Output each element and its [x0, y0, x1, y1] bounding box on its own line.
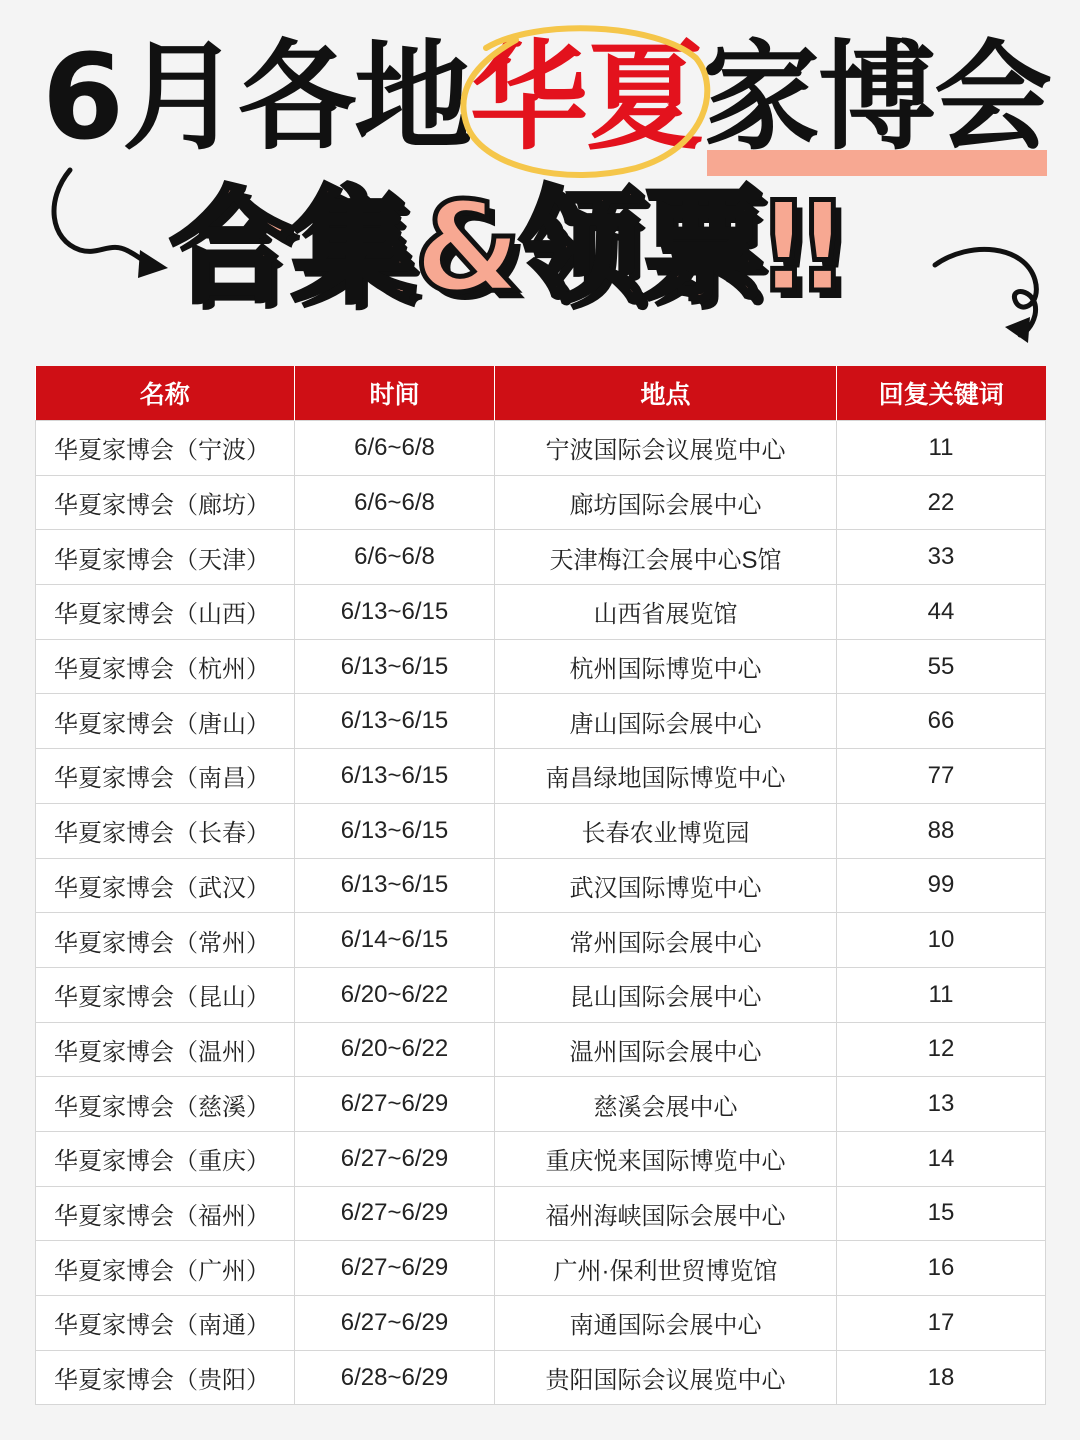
cell-name: 华夏家博会（杭州）: [36, 639, 295, 694]
cell-keyword: 14: [837, 1131, 1046, 1186]
table-row: [36, 858, 1046, 913]
cell-name: 华夏家博会（常州）: [36, 913, 295, 968]
cell-name: 华夏家博会（廊坊）: [36, 475, 295, 530]
cell-keyword: 55: [837, 639, 1046, 694]
cell-name: 华夏家博会（南昌）: [36, 749, 295, 804]
cell-keyword: 15: [837, 1186, 1046, 1241]
table-row: [36, 585, 1046, 640]
cell-time: 6/27~6/29: [295, 1186, 495, 1241]
cell-venue: 南昌绿地国际博览中心: [495, 749, 837, 804]
cell-venue: 昆山国际会展中心: [495, 967, 837, 1022]
cell-venue: 贵阳国际会议展览中心: [495, 1350, 837, 1405]
cell-name: 华夏家博会（南通）: [36, 1296, 295, 1351]
cell-keyword: 16: [837, 1241, 1046, 1296]
circle-scribble-icon: [456, 18, 716, 178]
cell-name: 华夏家博会（唐山）: [36, 694, 295, 749]
cell-venue: 常州国际会展中心: [495, 913, 837, 968]
cell-time: 6/20~6/22: [295, 967, 495, 1022]
cell-keyword: 99: [837, 858, 1046, 913]
curved-arrow-right-icon: [930, 235, 1060, 350]
table-row: [36, 639, 1046, 694]
cell-name: 华夏家博会（宁波）: [36, 421, 295, 476]
header-name: 名称: [36, 366, 295, 421]
cell-keyword: 66: [837, 694, 1046, 749]
table-row: [36, 1131, 1046, 1186]
table-row: [36, 967, 1046, 1022]
title-prefix: 6月各地: [42, 28, 471, 166]
cell-time: 6/13~6/15: [295, 694, 495, 749]
table-row: [36, 913, 1046, 968]
cell-time: 6/13~6/15: [295, 585, 495, 640]
cell-time: 6/28~6/29: [295, 1350, 495, 1405]
cell-name: 华夏家博会（昆山）: [36, 967, 295, 1022]
cell-venue: 福州海峡国际会展中心: [495, 1186, 837, 1241]
cell-name: 华夏家博会（慈溪）: [36, 1077, 295, 1132]
table-row: [36, 749, 1046, 804]
table-row: [36, 1186, 1046, 1241]
table-row: [36, 694, 1046, 749]
table-row: [36, 1350, 1046, 1405]
cell-venue: 长春农业博览园: [495, 803, 837, 858]
cell-name: 华夏家博会（广州）: [36, 1241, 295, 1296]
cell-venue: 温州国际会展中心: [495, 1022, 837, 1077]
cell-time: 6/6~6/8: [295, 475, 495, 530]
title-highlight-text: 华夏: [470, 28, 703, 166]
cell-time: 6/6~6/8: [295, 421, 495, 476]
cell-venue: 南通国际会展中心: [495, 1296, 837, 1351]
header-venue: 地点: [495, 366, 837, 421]
cell-keyword: 88: [837, 803, 1046, 858]
cell-keyword: 18: [837, 1350, 1046, 1405]
cell-venue: 广州·保利世贸博览馆: [495, 1241, 837, 1296]
cell-time: 6/13~6/15: [295, 639, 495, 694]
cell-time: 6/13~6/15: [295, 749, 495, 804]
cell-venue: 天津梅江会展中心S馆: [495, 530, 837, 585]
cell-name: 华夏家博会（长春）: [36, 803, 295, 858]
cell-keyword: 11: [837, 967, 1046, 1022]
cell-time: 6/27~6/29: [295, 1296, 495, 1351]
cell-keyword: 22: [837, 475, 1046, 530]
cell-venue: 杭州国际博览中心: [495, 639, 837, 694]
cell-venue: 宁波国际会议展览中心: [495, 421, 837, 476]
cell-time: 6/27~6/29: [295, 1131, 495, 1186]
header-keyword: 回复关键词: [837, 366, 1046, 421]
cell-keyword: 12: [837, 1022, 1046, 1077]
table-row: [36, 475, 1046, 530]
cell-time: 6/14~6/15: [295, 913, 495, 968]
cell-keyword: 44: [837, 585, 1046, 640]
cell-time: 6/27~6/29: [295, 1077, 495, 1132]
cell-name: 华夏家博会（重庆）: [36, 1131, 295, 1186]
table-header-row: [36, 366, 1046, 421]
table-row: [36, 1241, 1046, 1296]
exhibition-table: [35, 366, 1046, 1405]
title-area: [0, 0, 1080, 350]
cell-venue: 廊坊国际会展中心: [495, 475, 837, 530]
cell-keyword: 77: [837, 749, 1046, 804]
cell-name: 华夏家博会（贵阳）: [36, 1350, 295, 1405]
cell-name: 华夏家博会（福州）: [36, 1186, 295, 1241]
cell-keyword: 10: [837, 913, 1046, 968]
cell-time: 6/13~6/15: [295, 858, 495, 913]
table-row: [36, 421, 1046, 476]
cell-keyword: 17: [837, 1296, 1046, 1351]
table-row: [36, 1022, 1046, 1077]
cell-venue: 山西省展览馆: [495, 585, 837, 640]
cell-venue: 唐山国际会展中心: [495, 694, 837, 749]
cell-keyword: 13: [837, 1077, 1046, 1132]
title-suffix: 家博会: [702, 28, 1051, 166]
table-row: [36, 530, 1046, 585]
cell-time: 6/13~6/15: [295, 803, 495, 858]
cell-name: 华夏家博会（武汉）: [36, 858, 295, 913]
table-row: [36, 1296, 1046, 1351]
cell-time: 6/20~6/22: [295, 1022, 495, 1077]
cell-time: 6/27~6/29: [295, 1241, 495, 1296]
cell-name: 华夏家博会（天津）: [36, 530, 295, 585]
table-row: [36, 1077, 1046, 1132]
cell-keyword: 33: [837, 530, 1046, 585]
header-time: 时间: [295, 366, 495, 421]
cell-venue: 慈溪会展中心: [495, 1077, 837, 1132]
cell-name: 华夏家博会（温州）: [36, 1022, 295, 1077]
curved-arrow-left-icon: [40, 160, 180, 290]
cell-name: 华夏家博会（山西）: [36, 585, 295, 640]
table-row: [36, 803, 1046, 858]
cell-keyword: 11: [837, 421, 1046, 476]
cell-time: 6/6~6/8: [295, 530, 495, 585]
cell-venue: 重庆悦来国际博览中心: [495, 1131, 837, 1186]
cell-venue: 武汉国际博览中心: [495, 858, 837, 913]
title-line-2: 合集&领票‼: [170, 176, 840, 320]
